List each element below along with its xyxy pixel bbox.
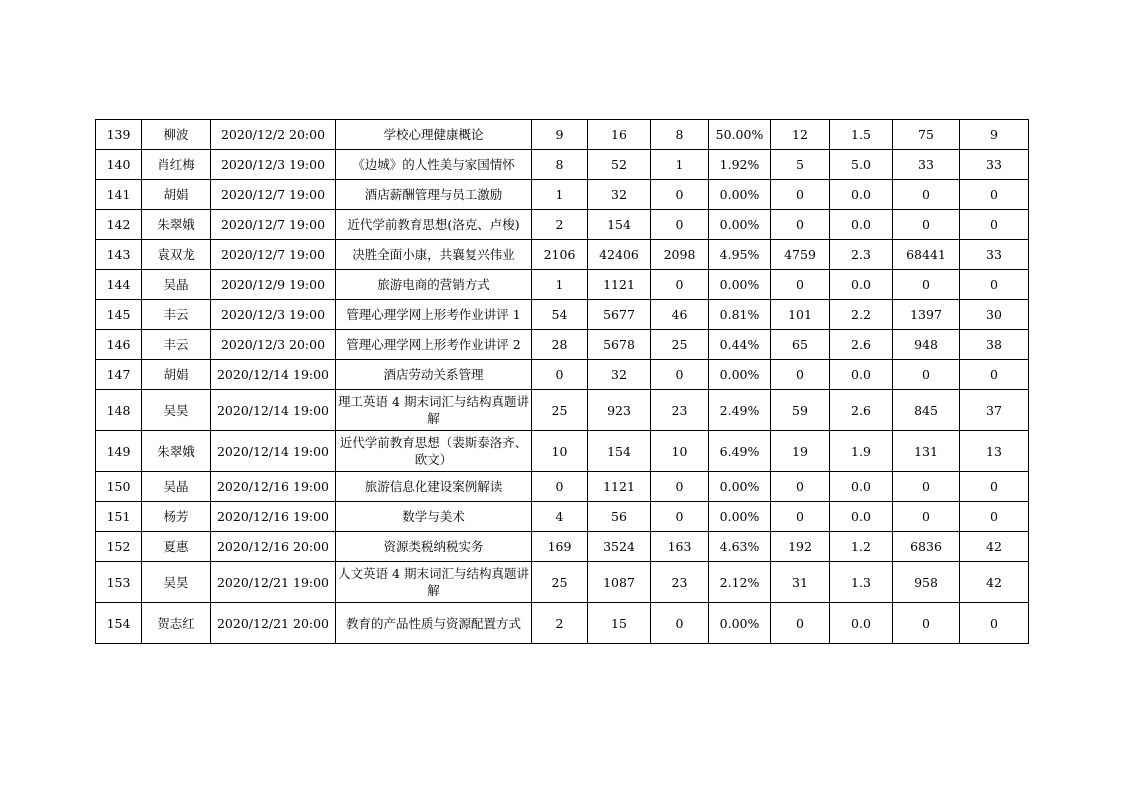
value-col-8-cell: 0 (960, 603, 1029, 644)
value-col-3-cell: 0 (651, 180, 709, 210)
value-col-3-cell: 0 (651, 210, 709, 240)
value-col-6-cell: 1.3 (830, 562, 893, 603)
row-number-cell: 144 (96, 270, 142, 300)
row-number-cell: 139 (96, 120, 142, 150)
lecture-time-cell: 2020/12/7 19:00 (211, 210, 336, 240)
lecture-time-cell: 2020/12/7 19:00 (211, 180, 336, 210)
value-col-8-cell: 13 (960, 431, 1029, 472)
percentage-cell: 4.63% (709, 532, 771, 562)
value-col-2-cell: 16 (588, 120, 651, 150)
teacher-name-cell: 吴晶 (142, 472, 211, 502)
lecture-title-cell: 酒店薪酬管理与员工激励 (336, 180, 532, 210)
lecture-title-cell: 旅游电商的营销方式 (336, 270, 532, 300)
value-col-7-cell: 68441 (893, 240, 960, 270)
value-col-2-cell: 1087 (588, 562, 651, 603)
table-row (96, 532, 1029, 562)
value-col-8-cell: 42 (960, 532, 1029, 562)
lecture-title-cell: 近代学前教育思想（裴斯泰洛齐、欧文） (336, 431, 532, 472)
table-row (96, 603, 1029, 644)
value-col-2-cell: 3524 (588, 532, 651, 562)
value-col-6-cell: 0.0 (830, 603, 893, 644)
lecture-time-cell: 2020/12/14 19:00 (211, 360, 336, 390)
value-col-1-cell: 25 (532, 390, 588, 431)
lecture-title-cell: 数学与美术 (336, 502, 532, 532)
value-col-8-cell: 42 (960, 562, 1029, 603)
value-col-7-cell: 0 (893, 603, 960, 644)
lecture-statistics-table (95, 119, 1029, 644)
value-col-3-cell: 0 (651, 360, 709, 390)
value-col-1-cell: 0 (532, 360, 588, 390)
table-row (96, 300, 1029, 330)
percentage-cell: 0.00% (709, 603, 771, 644)
value-col-7-cell: 1397 (893, 300, 960, 330)
lecture-title-cell: 人文英语 4 期末词汇与结构真题讲解 (336, 562, 532, 603)
value-col-7-cell: 6836 (893, 532, 960, 562)
table-row (96, 120, 1029, 150)
value-col-6-cell: 0.0 (830, 472, 893, 502)
percentage-cell: 1.92% (709, 150, 771, 180)
value-col-2-cell: 1121 (588, 472, 651, 502)
value-col-8-cell: 38 (960, 330, 1029, 360)
value-col-8-cell: 0 (960, 360, 1029, 390)
percentage-cell: 2.12% (709, 562, 771, 603)
value-col-1-cell: 25 (532, 562, 588, 603)
table-row (96, 390, 1029, 431)
value-col-6-cell: 0.0 (830, 270, 893, 300)
value-col-5-cell: 65 (771, 330, 830, 360)
row-number-cell: 140 (96, 150, 142, 180)
lecture-title-cell: 《边城》的人性美与家国情怀 (336, 150, 532, 180)
value-col-2-cell: 5678 (588, 330, 651, 360)
value-col-2-cell: 56 (588, 502, 651, 532)
teacher-name-cell: 朱翠娥 (142, 210, 211, 240)
value-col-1-cell: 28 (532, 330, 588, 360)
value-col-6-cell: 2.3 (830, 240, 893, 270)
value-col-6-cell: 1.9 (830, 431, 893, 472)
lecture-time-cell: 2020/12/16 20:00 (211, 532, 336, 562)
percentage-cell: 0.00% (709, 360, 771, 390)
value-col-8-cell: 33 (960, 150, 1029, 180)
row-number-cell: 142 (96, 210, 142, 240)
value-col-3-cell: 0 (651, 472, 709, 502)
value-col-8-cell: 0 (960, 180, 1029, 210)
value-col-2-cell: 154 (588, 210, 651, 240)
lecture-title-cell: 近代学前教育思想(洛克、卢梭) (336, 210, 532, 240)
percentage-cell: 0.00% (709, 270, 771, 300)
table-body (96, 120, 1029, 644)
value-col-1-cell: 4 (532, 502, 588, 532)
teacher-name-cell: 胡娟 (142, 360, 211, 390)
value-col-7-cell: 0 (893, 472, 960, 502)
value-col-2-cell: 42406 (588, 240, 651, 270)
lecture-time-cell: 2020/12/16 19:00 (211, 472, 336, 502)
value-col-5-cell: 0 (771, 502, 830, 532)
value-col-1-cell: 2 (532, 603, 588, 644)
percentage-cell: 0.00% (709, 210, 771, 240)
row-number-cell: 149 (96, 431, 142, 472)
row-number-cell: 148 (96, 390, 142, 431)
value-col-3-cell: 23 (651, 562, 709, 603)
percentage-cell: 0.00% (709, 472, 771, 502)
teacher-name-cell: 肖红梅 (142, 150, 211, 180)
lecture-title-cell: 学校心理健康概论 (336, 120, 532, 150)
table-row (96, 180, 1029, 210)
value-col-2-cell: 32 (588, 360, 651, 390)
table-row (96, 270, 1029, 300)
value-col-5-cell: 31 (771, 562, 830, 603)
value-col-7-cell: 0 (893, 180, 960, 210)
value-col-2-cell: 52 (588, 150, 651, 180)
value-col-6-cell: 0.0 (830, 360, 893, 390)
lecture-time-cell: 2020/12/21 20:00 (211, 603, 336, 644)
table-row (96, 210, 1029, 240)
value-col-3-cell: 1 (651, 150, 709, 180)
value-col-5-cell: 12 (771, 120, 830, 150)
lecture-title-cell: 管理心理学网上形考作业讲评 1 (336, 300, 532, 330)
value-col-6-cell: 1.5 (830, 120, 893, 150)
lecture-time-cell: 2020/12/3 19:00 (211, 150, 336, 180)
lecture-time-cell: 2020/12/3 19:00 (211, 300, 336, 330)
value-col-5-cell: 5 (771, 150, 830, 180)
value-col-7-cell: 845 (893, 390, 960, 431)
percentage-cell: 2.49% (709, 390, 771, 431)
value-col-5-cell: 59 (771, 390, 830, 431)
table-row (96, 431, 1029, 472)
lecture-time-cell: 2020/12/14 19:00 (211, 390, 336, 431)
value-col-1-cell: 0 (532, 472, 588, 502)
value-col-5-cell: 0 (771, 472, 830, 502)
percentage-cell: 0.44% (709, 330, 771, 360)
value-col-8-cell: 9 (960, 120, 1029, 150)
row-number-cell: 152 (96, 532, 142, 562)
value-col-6-cell: 2.6 (830, 330, 893, 360)
value-col-7-cell: 33 (893, 150, 960, 180)
lecture-title-cell: 旅游信息化建设案例解读 (336, 472, 532, 502)
percentage-cell: 0.00% (709, 502, 771, 532)
row-number-cell: 146 (96, 330, 142, 360)
value-col-3-cell: 2098 (651, 240, 709, 270)
value-col-7-cell: 0 (893, 502, 960, 532)
value-col-7-cell: 0 (893, 210, 960, 240)
value-col-2-cell: 5677 (588, 300, 651, 330)
value-col-1-cell: 8 (532, 150, 588, 180)
row-number-cell: 147 (96, 360, 142, 390)
value-col-8-cell: 0 (960, 210, 1029, 240)
row-number-cell: 141 (96, 180, 142, 210)
teacher-name-cell: 袁双龙 (142, 240, 211, 270)
row-number-cell: 150 (96, 472, 142, 502)
value-col-3-cell: 0 (651, 270, 709, 300)
value-col-3-cell: 0 (651, 603, 709, 644)
value-col-2-cell: 15 (588, 603, 651, 644)
value-col-5-cell: 4759 (771, 240, 830, 270)
value-col-6-cell: 1.2 (830, 532, 893, 562)
teacher-name-cell: 吴晶 (142, 270, 211, 300)
value-col-3-cell: 23 (651, 390, 709, 431)
value-col-7-cell: 948 (893, 330, 960, 360)
teacher-name-cell: 丰云 (142, 300, 211, 330)
teacher-name-cell: 柳波 (142, 120, 211, 150)
row-number-cell: 145 (96, 300, 142, 330)
value-col-7-cell: 958 (893, 562, 960, 603)
lecture-title-cell: 资源类税纳税实务 (336, 532, 532, 562)
value-col-1-cell: 9 (532, 120, 588, 150)
value-col-3-cell: 25 (651, 330, 709, 360)
lecture-time-cell: 2020/12/2 20:00 (211, 120, 336, 150)
value-col-2-cell: 923 (588, 390, 651, 431)
value-col-5-cell: 0 (771, 180, 830, 210)
value-col-2-cell: 154 (588, 431, 651, 472)
value-col-1-cell: 54 (532, 300, 588, 330)
value-col-1-cell: 10 (532, 431, 588, 472)
value-col-1-cell: 2 (532, 210, 588, 240)
lecture-time-cell: 2020/12/21 19:00 (211, 562, 336, 603)
value-col-3-cell: 46 (651, 300, 709, 330)
percentage-cell: 6.49% (709, 431, 771, 472)
teacher-name-cell: 吴昊 (142, 562, 211, 603)
value-col-5-cell: 19 (771, 431, 830, 472)
value-col-5-cell: 0 (771, 210, 830, 240)
lecture-title-cell: 酒店劳动关系管理 (336, 360, 532, 390)
value-col-8-cell: 0 (960, 472, 1029, 502)
value-col-1-cell: 1 (532, 180, 588, 210)
lecture-title-cell: 教育的产品性质与资源配置方式 (336, 603, 532, 644)
value-col-1-cell: 1 (532, 270, 588, 300)
lecture-time-cell: 2020/12/7 19:00 (211, 240, 336, 270)
lecture-time-cell: 2020/12/14 19:00 (211, 431, 336, 472)
value-col-8-cell: 30 (960, 300, 1029, 330)
row-number-cell: 143 (96, 240, 142, 270)
lecture-time-cell: 2020/12/9 19:00 (211, 270, 336, 300)
value-col-6-cell: 5.0 (830, 150, 893, 180)
row-number-cell: 151 (96, 502, 142, 532)
value-col-8-cell: 37 (960, 390, 1029, 431)
value-col-1-cell: 2106 (532, 240, 588, 270)
value-col-5-cell: 101 (771, 300, 830, 330)
value-col-5-cell: 0 (771, 360, 830, 390)
percentage-cell: 0.81% (709, 300, 771, 330)
value-col-7-cell: 0 (893, 360, 960, 390)
teacher-name-cell: 夏惠 (142, 532, 211, 562)
percentage-cell: 4.95% (709, 240, 771, 270)
table-row (96, 150, 1029, 180)
value-col-7-cell: 131 (893, 431, 960, 472)
row-number-cell: 154 (96, 603, 142, 644)
value-col-5-cell: 0 (771, 603, 830, 644)
value-col-2-cell: 1121 (588, 270, 651, 300)
row-number-cell: 153 (96, 562, 142, 603)
table-row (96, 562, 1029, 603)
value-col-6-cell: 0.0 (830, 502, 893, 532)
teacher-name-cell: 胡娟 (142, 180, 211, 210)
percentage-cell: 50.00% (709, 120, 771, 150)
value-col-5-cell: 192 (771, 532, 830, 562)
teacher-name-cell: 朱翠娥 (142, 431, 211, 472)
value-col-7-cell: 0 (893, 270, 960, 300)
value-col-6-cell: 0.0 (830, 210, 893, 240)
lecture-time-cell: 2020/12/16 19:00 (211, 502, 336, 532)
value-col-8-cell: 33 (960, 240, 1029, 270)
teacher-name-cell: 吴昊 (142, 390, 211, 431)
value-col-6-cell: 2.2 (830, 300, 893, 330)
table-row (96, 472, 1029, 502)
value-col-2-cell: 32 (588, 180, 651, 210)
lecture-title-cell: 管理心理学网上形考作业讲评 2 (336, 330, 532, 360)
value-col-8-cell: 0 (960, 502, 1029, 532)
table-row (96, 360, 1029, 390)
value-col-6-cell: 2.6 (830, 390, 893, 431)
value-col-5-cell: 0 (771, 270, 830, 300)
value-col-3-cell: 163 (651, 532, 709, 562)
teacher-name-cell: 杨芳 (142, 502, 211, 532)
value-col-3-cell: 0 (651, 502, 709, 532)
percentage-cell: 0.00% (709, 180, 771, 210)
table-row (96, 240, 1029, 270)
lecture-title-cell: 理工英语 4 期末词汇与结构真题讲解 (336, 390, 532, 431)
value-col-8-cell: 0 (960, 270, 1029, 300)
value-col-3-cell: 8 (651, 120, 709, 150)
teacher-name-cell: 丰云 (142, 330, 211, 360)
value-col-7-cell: 75 (893, 120, 960, 150)
value-col-6-cell: 0.0 (830, 180, 893, 210)
table-row (96, 330, 1029, 360)
lecture-title-cell: 决胜全面小康，共襄复兴伟业 (336, 240, 532, 270)
value-col-3-cell: 10 (651, 431, 709, 472)
table-row (96, 502, 1029, 532)
teacher-name-cell: 贺志红 (142, 603, 211, 644)
lecture-time-cell: 2020/12/3 20:00 (211, 330, 336, 360)
value-col-1-cell: 169 (532, 532, 588, 562)
